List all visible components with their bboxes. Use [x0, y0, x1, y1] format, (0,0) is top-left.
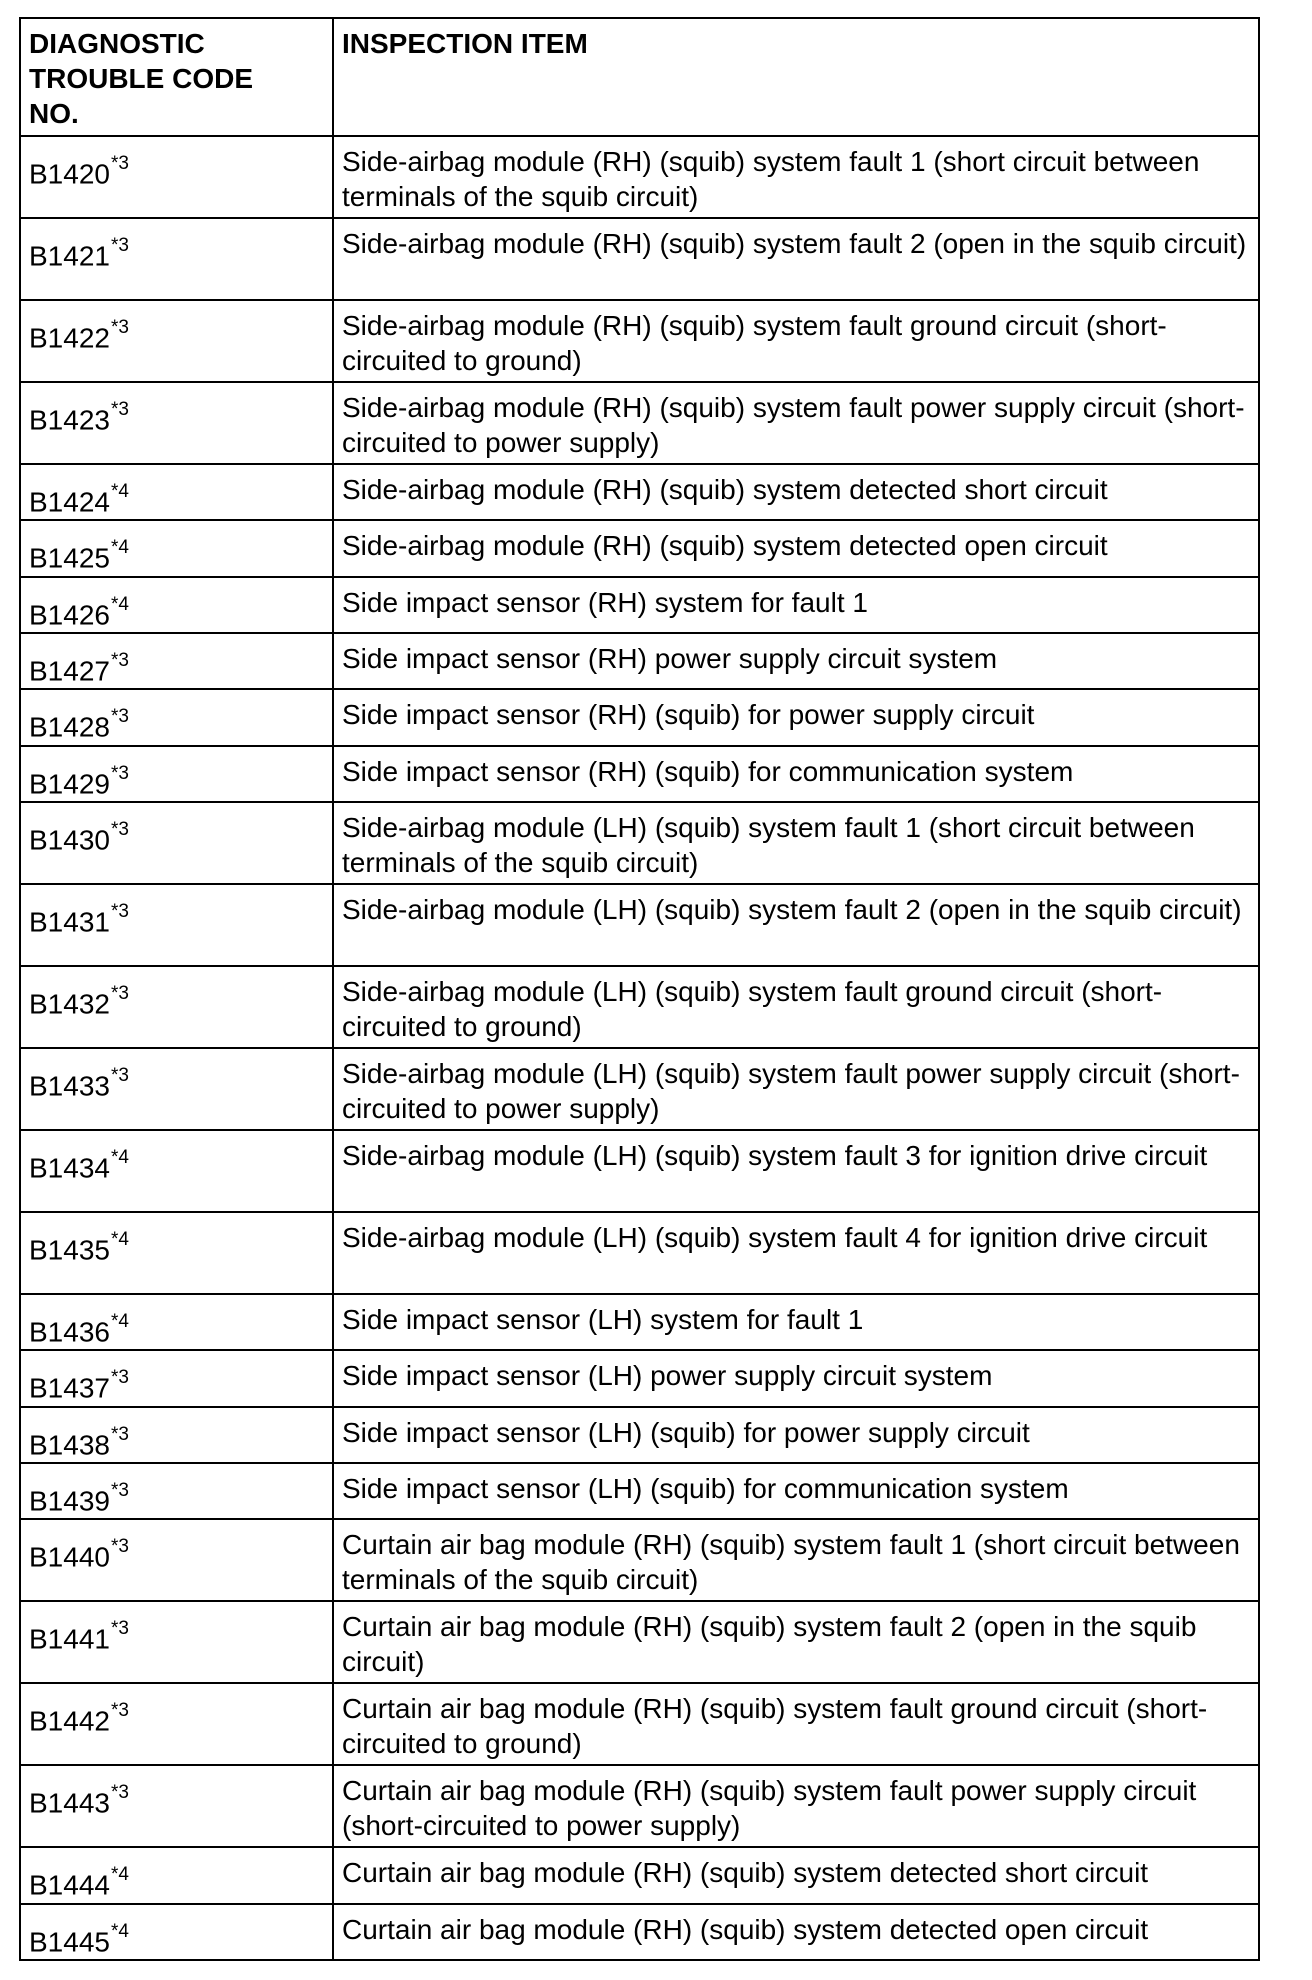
dtc-code: B1429	[29, 767, 110, 799]
table-row	[20, 1847, 1259, 1903]
dtc-code: B1420	[29, 158, 110, 190]
table-row	[20, 1294, 1259, 1350]
dtc-code: B1443	[29, 1787, 110, 1819]
inspection-item-cell: Side impact sensor (LH) power supply circuit system	[333, 1350, 1259, 1406]
dtc-code-cell	[20, 1904, 333, 1960]
dtc-code: B1425	[29, 542, 110, 574]
footnote-marker: *4	[110, 1146, 129, 1168]
inspection-item-cell: Side-airbag module (RH) (squib) system detected short circuit	[333, 464, 1259, 520]
dtc-code: B1442	[29, 1705, 110, 1737]
dtc-code: B1423	[29, 404, 110, 436]
table-row	[20, 1601, 1259, 1683]
inspection-item-cell: Side-airbag module (RH) (squib) system fault ground circuit (short-circuited to ground)	[333, 300, 1259, 382]
table-row	[20, 1765, 1259, 1847]
footnote-marker: *4	[110, 537, 129, 559]
inspection-item-cell: Side impact sensor (RH) power supply circuit system	[333, 633, 1259, 689]
footnote-marker: *3	[110, 1782, 129, 1804]
footnote-marker: *3	[110, 1479, 129, 1501]
table-body	[20, 136, 1259, 1960]
inspection-item-cell: Side impact sensor (LH) (squib) for power supply circuit	[333, 1407, 1259, 1463]
table-row	[20, 802, 1259, 884]
dtc-code: B1424	[29, 486, 110, 518]
footnote-marker: *3	[110, 399, 129, 420]
dtc-code-cell	[20, 802, 333, 884]
inspection-item-cell: Side-airbag module (LH) (squib) system fault 1 (short circuit between terminals of the squib circuit)	[333, 802, 1259, 884]
inspection-item-cell: Side-airbag module (RH) (squib) system fault 1 (short circuit between terminals of the squib circuit)	[333, 136, 1259, 218]
table-row	[20, 1130, 1259, 1212]
dtc-code-cell	[20, 1463, 333, 1519]
inspection-item-cell: Side-airbag module (RH) (squib) system detected open circuit	[333, 520, 1259, 576]
dtc-code-cell	[20, 884, 333, 966]
inspection-item-cell: Curtain air bag module (RH) (squib) system fault 1 (short circuit between terminals of the squib circuit)	[333, 1519, 1259, 1601]
dtc-code: B1430	[29, 824, 110, 856]
inspection-item-cell: Side impact sensor (RH) system for fault 1	[333, 577, 1259, 633]
table-row	[20, 464, 1259, 520]
table-row	[20, 520, 1259, 576]
dtc-code-cell	[20, 1601, 333, 1683]
dtc-code-cell	[20, 577, 333, 633]
table-row	[20, 1519, 1259, 1601]
footnote-marker: *3	[110, 1367, 129, 1389]
inspection-item-cell: Curtain air bag module (RH) (squib) system detected open circuit	[333, 1904, 1259, 1960]
dtc-code: B1436	[29, 1316, 110, 1348]
inspection-item-cell: Side-airbag module (LH) (squib) system fault 3 for ignition drive circuit	[333, 1130, 1259, 1212]
dtc-code-cell	[20, 1350, 333, 1406]
dtc-code: B1441	[29, 1623, 110, 1655]
header-row	[20, 18, 1259, 136]
table-row	[20, 1212, 1259, 1294]
table-row	[20, 1407, 1259, 1463]
footnote-marker: *4	[110, 593, 129, 615]
table-row	[20, 746, 1259, 802]
footnote-marker: *3	[110, 818, 129, 840]
inspection-item-cell: Curtain air bag module (RH) (squib) system fault 2 (open in the squib circuit)	[333, 1601, 1259, 1683]
dtc-code: B1434	[29, 1152, 110, 1184]
table-row	[20, 218, 1259, 300]
table-row	[20, 577, 1259, 633]
inspection-item-cell: Curtain air bag module (RH) (squib) system fault ground circuit (short-circuited to ground)	[333, 1683, 1259, 1765]
table-row	[20, 1350, 1259, 1406]
inspection-item-cell: Side impact sensor (RH) (squib) for communication system	[333, 746, 1259, 802]
dtc-code: B1422	[29, 322, 110, 354]
table-row	[20, 633, 1259, 689]
dtc-code-cell	[20, 382, 333, 464]
footnote-marker: *3	[110, 1618, 129, 1640]
inspection-item-cell: Curtain air bag module (RH) (squib) system detected short circuit	[333, 1847, 1259, 1903]
table-row	[20, 1048, 1259, 1130]
footnote-marker: *3	[110, 900, 129, 922]
footnote-marker: *3	[110, 1700, 129, 1722]
footnote-marker: *3	[110, 706, 129, 728]
dtc-code-cell	[20, 633, 333, 689]
table-row	[20, 1463, 1259, 1519]
dtc-code: B1426	[29, 598, 110, 630]
footnote-marker: *3	[110, 1064, 129, 1086]
dtc-code-cell	[20, 218, 333, 300]
inspection-item-cell: Side-airbag module (RH) (squib) system fault 2 (open in the squib circuit)	[333, 218, 1259, 300]
dtc-table	[19, 17, 1260, 1961]
dtc-code-cell	[20, 1212, 333, 1294]
inspection-item-cell: Side-airbag module (LH) (squib) system fault ground circuit (short-circuited to ground)	[333, 966, 1259, 1048]
dtc-code-cell	[20, 136, 333, 218]
dtc-code-cell	[20, 1407, 333, 1463]
table-row	[20, 300, 1259, 382]
inspection-item-cell: Side-airbag module (LH) (squib) system fault 2 (open in the squib circuit)	[333, 884, 1259, 966]
dtc-code-cell	[20, 520, 333, 576]
footnote-marker: *4	[110, 1310, 129, 1332]
footnote-marker: *3	[110, 982, 129, 1004]
dtc-code: B1427	[29, 655, 110, 687]
inspection-item-cell: Side impact sensor (LH) (squib) for communication system	[333, 1463, 1259, 1519]
dtc-code-cell	[20, 464, 333, 520]
inspection-item-cell: Side impact sensor (LH) system for fault 1	[333, 1294, 1259, 1350]
table-row	[20, 884, 1259, 966]
header-inspection-item: INSPECTION ITEM	[333, 18, 1259, 136]
dtc-code: B1435	[29, 1234, 110, 1266]
header-dtc-no: DIAGNOSTIC TROUBLE CODE NO.	[20, 18, 333, 136]
dtc-code: B1444	[29, 1869, 110, 1901]
dtc-code-cell	[20, 1519, 333, 1601]
dtc-code: B1438	[29, 1428, 110, 1460]
inspection-item-cell: Side-airbag module (RH) (squib) system fault power supply circuit (short-circuited to power supply)	[333, 382, 1259, 464]
inspection-item-cell: Side-airbag module (LH) (squib) system fault 4 for ignition drive circuit	[333, 1212, 1259, 1294]
footnote-marker: *3	[110, 1536, 129, 1558]
footnote-marker: *3	[110, 317, 129, 338]
dtc-code: B1445	[29, 1925, 110, 1957]
table-row	[20, 966, 1259, 1048]
dtc-code-cell	[20, 1765, 333, 1847]
dtc-code: B1437	[29, 1372, 110, 1404]
dtc-code: B1428	[29, 711, 110, 743]
dtc-code-cell	[20, 1130, 333, 1212]
dtc-code-cell	[20, 689, 333, 745]
dtc-code-cell	[20, 1847, 333, 1903]
table-header	[20, 18, 1259, 136]
dtc-code: B1432	[29, 988, 110, 1020]
inspection-item-cell: Side-airbag module (LH) (squib) system fault power supply circuit (short-circuited to power supply)	[333, 1048, 1259, 1130]
dtc-code: B1440	[29, 1541, 110, 1573]
footnote-marker: *3	[110, 1423, 129, 1445]
footnote-marker: *3	[110, 649, 129, 671]
dtc-code: B1439	[29, 1485, 110, 1517]
inspection-item-cell: Side impact sensor (RH) (squib) for power supply circuit	[333, 689, 1259, 745]
footnote-marker: *4	[110, 481, 129, 502]
table-row	[20, 1683, 1259, 1765]
table-row	[20, 382, 1259, 464]
table-row	[20, 1904, 1259, 1960]
footnote-marker: *4	[110, 1228, 129, 1250]
dtc-code-cell	[20, 1294, 333, 1350]
footnote-marker: *3	[110, 153, 129, 174]
dtc-code: B1421	[29, 240, 110, 272]
dtc-code-cell	[20, 746, 333, 802]
table-row	[20, 689, 1259, 745]
dtc-code: B1433	[29, 1070, 110, 1102]
footnote-marker: *4	[110, 1864, 129, 1886]
table-row	[20, 136, 1259, 218]
dtc-code-cell	[20, 300, 333, 382]
inspection-item-cell: Curtain air bag module (RH) (squib) system fault power supply circuit (short-circuited to power supply)	[333, 1765, 1259, 1847]
footnote-marker: *3	[110, 762, 129, 784]
dtc-code-cell	[20, 1048, 333, 1130]
footnote-marker: *3	[110, 235, 129, 256]
dtc-code-cell	[20, 1683, 333, 1765]
footnote-marker: *4	[110, 1920, 129, 1942]
dtc-code: B1431	[29, 906, 110, 938]
dtc-code-cell	[20, 966, 333, 1048]
